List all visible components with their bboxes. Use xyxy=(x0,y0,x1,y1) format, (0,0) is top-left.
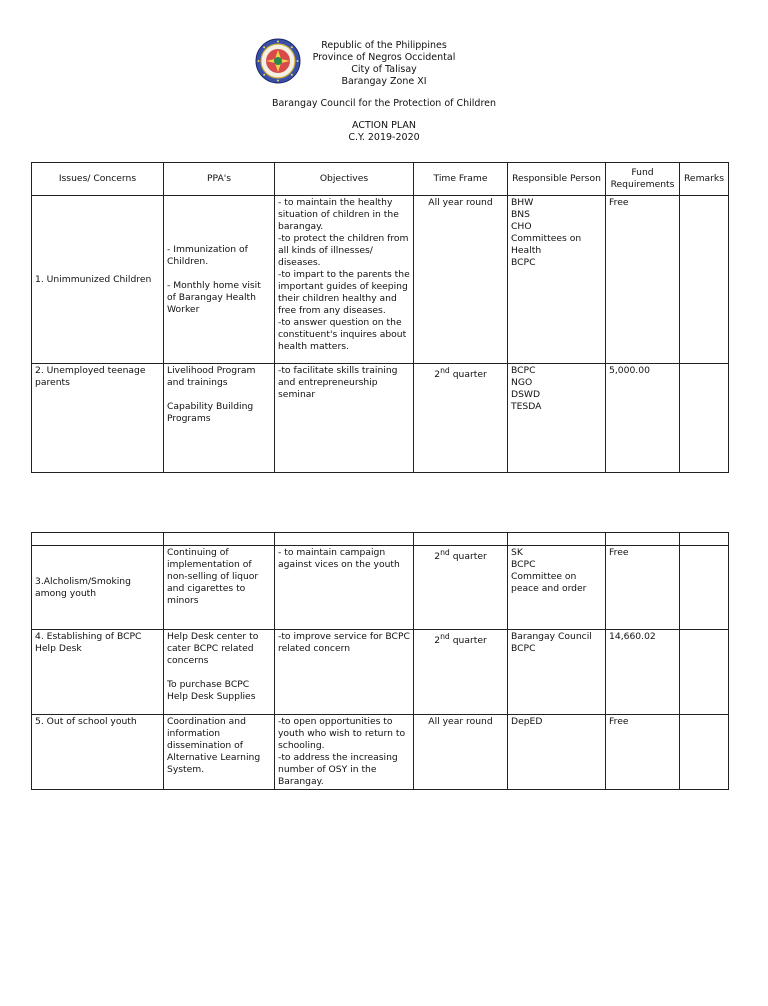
ppa-cell: Coordination and information dissemination of Alternative Learning System. xyxy=(164,715,275,790)
document-header xyxy=(0,40,768,144)
header-line-barangay: Barangay Zone XI xyxy=(341,76,427,87)
ppa-cell: - Immunization of Children. - Monthly home visit of Barangay Health Worker xyxy=(164,196,275,364)
header-line-republic: Republic of the Philippines xyxy=(321,40,447,51)
table-row xyxy=(32,196,729,364)
plan-title: ACTION PLAN xyxy=(351,120,417,131)
objectives-cell: -to open opportunities to youth who wish to return to schooling. -to address the increasing number of OSY in the Barangay. xyxy=(275,715,414,790)
table-row xyxy=(32,715,729,790)
objectives-cell: - to maintain campaign against vices on the youth xyxy=(275,546,414,630)
remarks-cell xyxy=(680,630,729,715)
remarks-cell xyxy=(680,715,729,790)
issue-cell: 5. Out of school youth xyxy=(32,715,164,790)
time-frame-cell: 2nd quarter xyxy=(414,630,508,715)
objectives-cell: -to facilitate skills training and entrepreneurship seminar xyxy=(275,364,414,473)
fund-cell: Free xyxy=(606,546,680,630)
time-frame-cell: All year round xyxy=(414,196,508,364)
time-frame-cell: All year round xyxy=(414,715,508,790)
issue-cell: 4. Establishing of BCPC Help Desk xyxy=(32,630,164,715)
plan-year: C.Y. 2019-2020 xyxy=(348,132,420,143)
column-header-responsible: Responsible Person xyxy=(508,163,606,196)
responsible-cell: BCPC NGO DSWD TESDA xyxy=(508,364,606,473)
header-line-province: Province of Negros Occidental xyxy=(312,52,456,63)
column-header-objectives: Objectives xyxy=(275,163,414,196)
objectives-cell: -to improve service for BCPC related concern xyxy=(275,630,414,715)
fund-cell: 14,660.02 xyxy=(606,630,680,715)
table-row xyxy=(32,546,729,630)
remarks-cell xyxy=(680,546,729,630)
ppa-cell: Livelihood Program and trainings Capability Building Programs xyxy=(164,364,275,473)
column-header-time-frame: Time Frame xyxy=(414,163,508,196)
responsible-cell: DepED xyxy=(508,715,606,790)
fund-cell: Free xyxy=(606,196,680,364)
header-line-city: City of Talisay xyxy=(351,64,417,75)
column-header-remarks: Remarks xyxy=(680,163,729,196)
council-title: Barangay Council for the Protection of Children xyxy=(271,98,497,109)
column-header-ppas: PPA's xyxy=(164,163,275,196)
ppa-cell: Help Desk center to cater BCPC related concerns To purchase BCPC Help Desk Supplies xyxy=(164,630,275,715)
column-header-issues: Issues/ Concerns xyxy=(32,163,164,196)
ppa-cell: Continuing of implementation of non-selling of liquor and cigarettes to minors xyxy=(164,546,275,630)
remarks-cell xyxy=(680,196,729,364)
responsible-cell: SK BCPC Committee on peace and order xyxy=(508,546,606,630)
issue-cell: 2. Unemployed teenage parents xyxy=(32,364,164,473)
remarks-cell xyxy=(680,364,729,473)
responsible-cell: Barangay Council BCPC xyxy=(508,630,606,715)
table-header-row xyxy=(32,163,729,196)
action-plan-table-2 xyxy=(31,532,729,790)
objectives-cell: - to maintain the healthy situation of children in the barangay. -to protect the children from all kinds of illnesses/ diseases. -to impart to the parents the important guides of keeping their children healthy and free from any diseases. -to answer question on the constituent's inquires about health matters. xyxy=(275,196,414,364)
time-frame-cell: 2nd quarter xyxy=(414,364,508,473)
empty-header-row xyxy=(32,533,729,546)
action-plan-table-1 xyxy=(31,162,729,473)
issue-cell: 3.Alcholism/Smoking among youth xyxy=(32,546,164,630)
fund-cell: Free xyxy=(606,715,680,790)
issue-cell: 1. Unimmunized Children xyxy=(32,196,164,364)
time-frame-cell: 2nd quarter xyxy=(414,546,508,630)
responsible-cell: BHW BNS CHO Committees on Health BCPC xyxy=(508,196,606,364)
table-row xyxy=(32,630,729,715)
fund-cell: 5,000.00 xyxy=(606,364,680,473)
table-row xyxy=(32,364,729,473)
column-header-fund: Fund Requirements xyxy=(606,163,680,196)
